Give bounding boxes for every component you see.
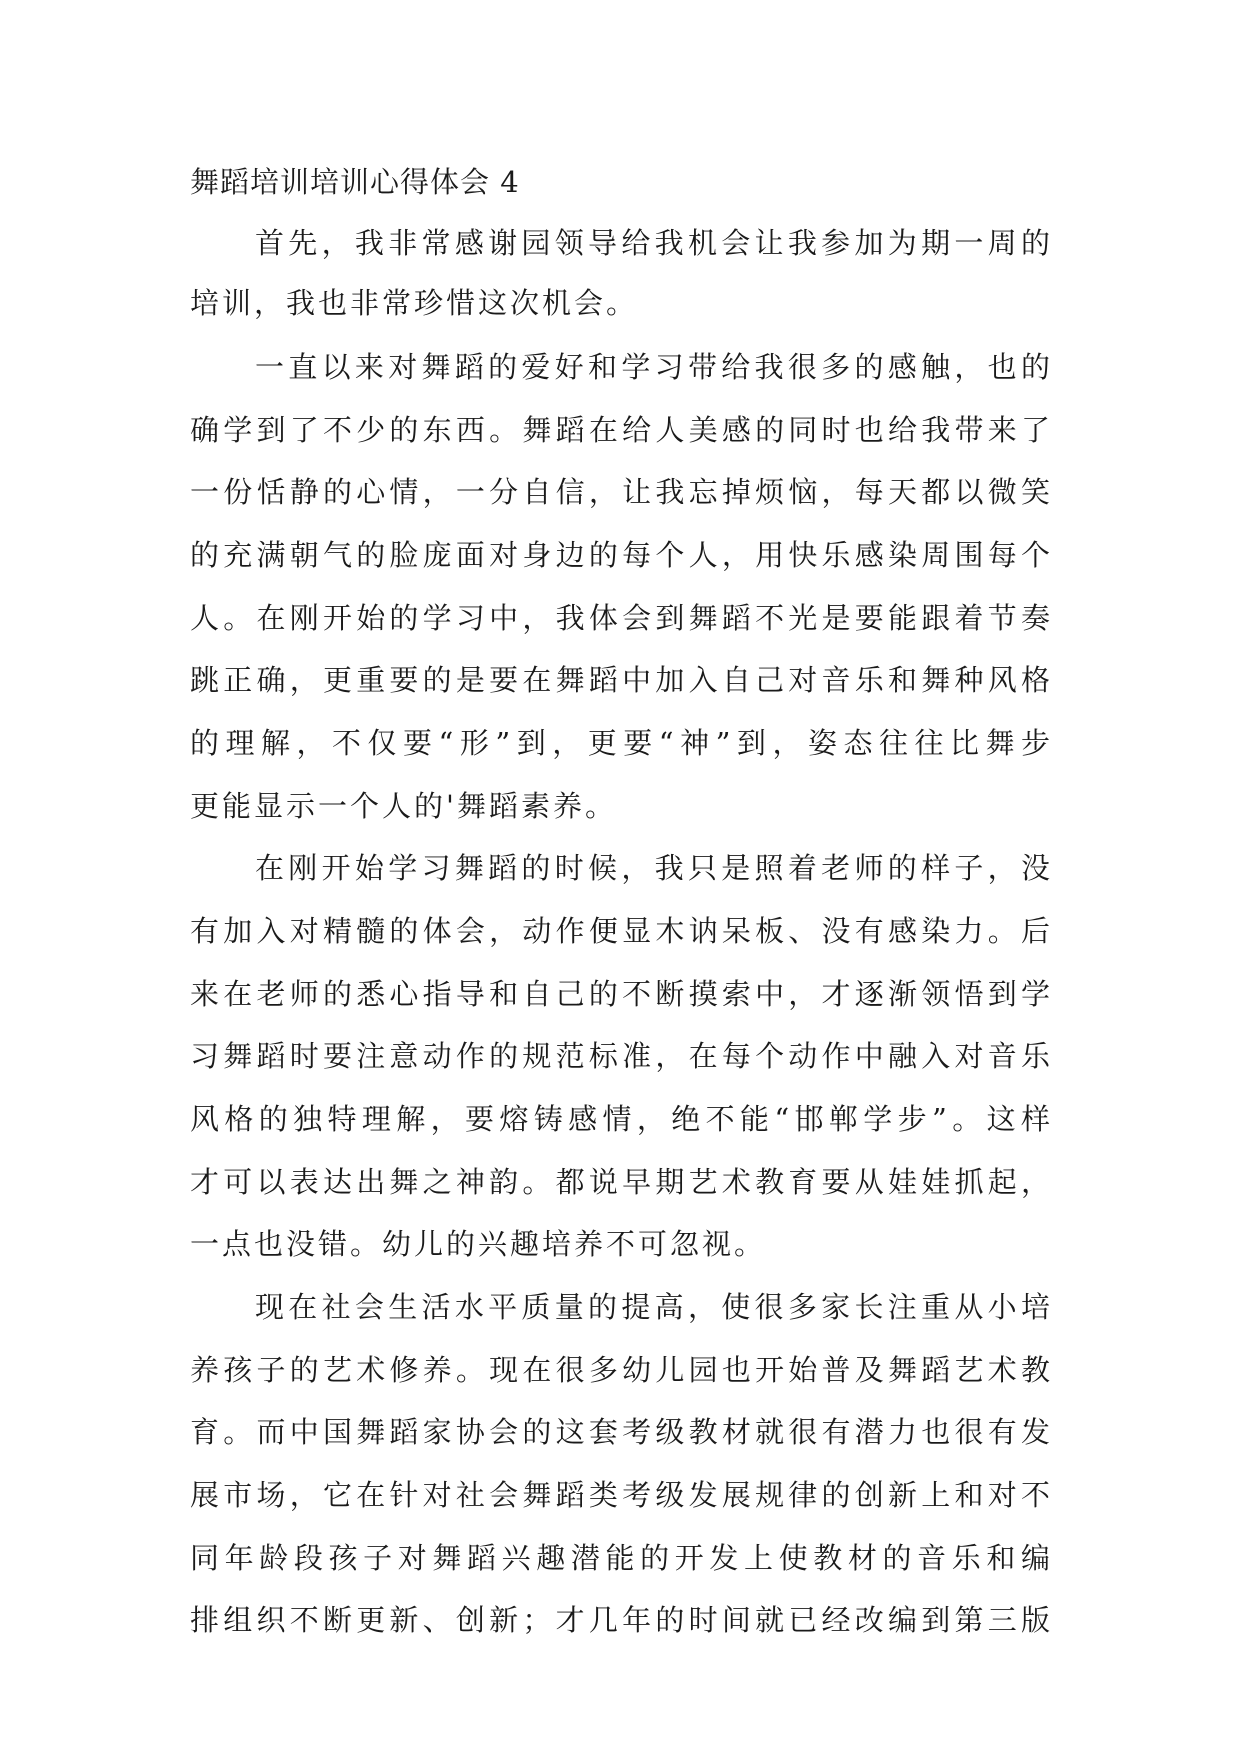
paragraph-line: 才可以表达出舞之神韵。都说早期艺术教育要从娃娃抓起， [190,1165,1050,1199]
paragraph-line: 现在社会生活水平质量的提高，使很多家长注重从小培 [255,1290,1050,1324]
paragraph-line: 在刚开始学习舞蹈的时候，我只是照着老师的样子，没 [255,851,1050,885]
paragraph-line: 人。在刚开始的学习中，我体会到舞蹈不光是要能跟着节奏 [190,601,1050,635]
document-title: 舞蹈培训培训心得体会 4 [190,165,520,199]
paragraph-line: 风格的独特理解，要熔铸感情，绝不能“邯郸学步”。这样 [190,1102,1050,1136]
paragraph-line: 育。而中国舞蹈家协会的这套考级教材就很有潜力也很有发 [190,1415,1050,1449]
paragraph-line: 来在老师的悉心指导和自己的不断摸索中，才逐渐领悟到学 [190,977,1050,1011]
paragraph-line: 更能显示一个人的'舞蹈素养。 [190,789,617,823]
paragraph-line: 习舞蹈时要注意动作的规范标准，在每个动作中融入对音乐 [190,1039,1050,1073]
paragraph-line: 一直以来对舞蹈的爱好和学习带给我很多的感触，也的 [255,350,1050,384]
paragraph-line: 确学到了不少的东西。舞蹈在给人美感的同时也给我带来了 [190,413,1050,447]
paragraph-line: 养孩子的艺术修养。现在很多幼儿园也开始普及舞蹈艺术教 [190,1353,1050,1387]
paragraph-line: 培训，我也非常珍惜这次机会。 [190,286,639,320]
paragraph-line: 同年龄段孩子对舞蹈兴趣潜能的开发上使教材的音乐和编 [190,1541,1050,1575]
paragraph-line: 一份恬静的心情，一分自信，让我忘掉烦恼，每天都以微笑 [190,475,1050,509]
paragraph-line: 一点也没错。幼儿的兴趣培养不可忽视。 [190,1227,767,1261]
paragraph-line: 跳正确，更重要的是要在舞蹈中加入自己对音乐和舞种风格 [190,663,1050,697]
paragraph-line: 有加入对精髓的体会，动作便显木讷呆板、没有感染力。后 [190,914,1050,948]
paragraph-line: 展市场，它在针对社会舞蹈类考级发展规律的创新上和对不 [190,1478,1050,1512]
paragraph-line: 的理解，不仅要“形”到，更要“神”到，姿态往往比舞步 [190,726,1050,760]
paragraph-line: 首先，我非常感谢园领导给我机会让我参加为期一周的 [255,226,1050,260]
paragraph-line: 的充满朝气的脸庞面对身边的每个人，用快乐感染周围每个 [190,538,1050,572]
paragraph-line: 排组织不断更新、创新；才几年的时间就已经改编到第三版 [190,1603,1050,1637]
